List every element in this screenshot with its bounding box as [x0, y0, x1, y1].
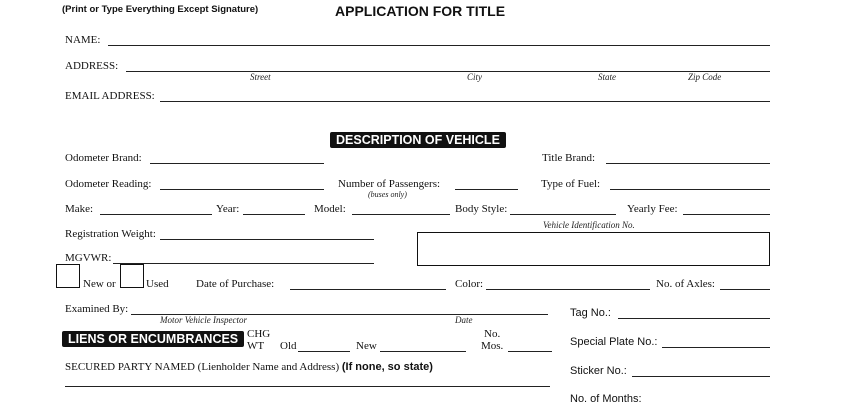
title-brand-field[interactable]: [606, 163, 770, 164]
name-label: NAME:: [65, 34, 101, 46]
make-label: Make:: [65, 203, 94, 215]
date-of-purchase-label: Date of Purchase:: [196, 278, 275, 290]
sticker-no-label: Sticker No.:: [570, 365, 627, 377]
form-title: APPLICATION FOR TITLE: [335, 3, 506, 19]
secured-party-text: SECURED PARTY NAMED (Lienholder Name and Address): [65, 361, 340, 373]
make-field[interactable]: [100, 214, 212, 215]
no-of-months-label: No. of Months:: [570, 393, 642, 405]
passengers-note: (buses only): [368, 190, 407, 199]
vin-label: Vehicle Identification No.: [543, 220, 635, 230]
passengers-field[interactable]: [455, 189, 518, 190]
registration-weight-field[interactable]: [160, 239, 374, 240]
new-checkbox[interactable]: [56, 264, 80, 288]
axles-field[interactable]: [720, 289, 770, 290]
body-style-label: Body Style:: [455, 203, 508, 215]
odometer-brand-field[interactable]: [150, 163, 324, 164]
odometer-brand-label: Odometer Brand:: [65, 152, 142, 164]
special-plate-label: Special Plate No.:: [570, 336, 658, 348]
model-label: Model:: [314, 203, 346, 215]
new-weight-label: New: [356, 340, 377, 352]
address-label: ADDRESS:: [65, 60, 119, 72]
email-field[interactable]: [160, 101, 770, 102]
examined-by-label: Examined By:: [65, 303, 129, 315]
year-field[interactable]: [243, 214, 305, 215]
zip-sublabel: Zip Code: [688, 72, 722, 82]
if-none-note: (If none, so state): [341, 361, 433, 373]
email-label: EMAIL ADDRESS:: [65, 90, 155, 102]
secured-party-label: [65, 361, 433, 373]
no-months-lien-field[interactable]: [508, 351, 552, 352]
yearly-fee-label: Yearly Fee:: [627, 203, 678, 215]
city-sublabel: City: [467, 72, 482, 82]
tag-no-field[interactable]: [618, 318, 770, 319]
sticker-no-field[interactable]: [632, 376, 770, 377]
date-sublabel: Date: [455, 315, 473, 325]
body-style-field[interactable]: [510, 214, 616, 215]
vin-field[interactable]: [417, 232, 770, 266]
vehicle-section-banner: DESCRIPTION OF VEHICLE: [330, 132, 506, 148]
used-checkbox[interactable]: [120, 264, 144, 288]
inspector-sublabel: Motor Vehicle Inspector: [160, 315, 247, 325]
liens-section-banner: LIENS OR ENCUMBRANCES: [62, 331, 244, 347]
model-field[interactable]: [352, 214, 450, 215]
axles-label: No. of Axles:: [656, 278, 715, 290]
street-sublabel: Street: [250, 72, 271, 82]
year-label: Year:: [216, 203, 240, 215]
fuel-type-field[interactable]: [610, 189, 770, 190]
date-of-purchase-field[interactable]: [290, 289, 446, 290]
title-brand-label: Title Brand:: [542, 152, 596, 164]
fuel-type-label: Type of Fuel:: [541, 178, 601, 190]
print-instruction: (Print or Type Everything Except Signature): [62, 4, 259, 15]
used-label: Used: [146, 278, 169, 290]
old-label: Old: [280, 340, 297, 352]
color-field[interactable]: [486, 289, 650, 290]
no-label: No.: [484, 328, 501, 340]
passengers-label: Number of Passengers:: [338, 178, 441, 190]
odometer-reading-field[interactable]: [160, 189, 324, 190]
tag-no-label: Tag No.:: [570, 307, 611, 319]
special-plate-field[interactable]: [662, 347, 770, 348]
color-label: Color:: [455, 278, 484, 290]
name-field[interactable]: [108, 45, 770, 46]
chg-label: CHG: [247, 328, 271, 340]
new-or-label: New or: [83, 278, 116, 290]
mgvwr-field[interactable]: [113, 263, 374, 264]
wt-label: WT: [247, 340, 265, 352]
state-sublabel: State: [598, 72, 616, 82]
new-weight-field[interactable]: [380, 351, 466, 352]
address-field[interactable]: [126, 71, 770, 72]
old-weight-field[interactable]: [298, 351, 350, 352]
registration-weight-label: Registration Weight:: [65, 228, 156, 240]
mos-label: Mos.: [481, 340, 504, 352]
mgvwr-label: MGVWR:: [65, 252, 112, 264]
yearly-fee-field[interactable]: [683, 214, 770, 215]
secured-party-field[interactable]: [65, 386, 550, 387]
odometer-reading-label: Odometer Reading:: [65, 178, 152, 190]
